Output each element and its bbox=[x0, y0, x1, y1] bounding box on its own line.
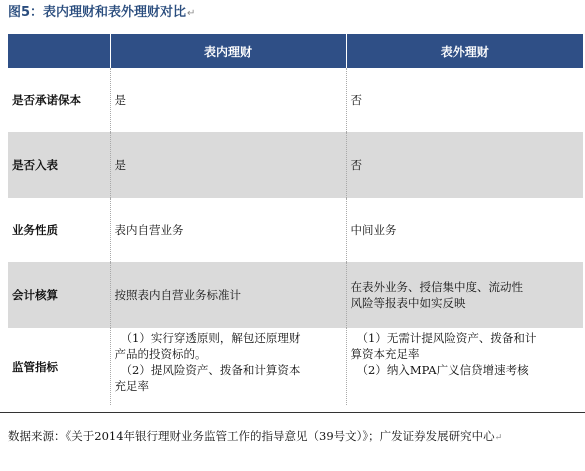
cell-text: 中间业务 bbox=[350, 223, 397, 237]
table-row bbox=[8, 198, 583, 262]
cell-outside bbox=[346, 328, 583, 405]
table-row bbox=[8, 68, 583, 132]
comparison-table bbox=[8, 34, 583, 405]
cell-text: 是 bbox=[114, 93, 126, 107]
row-label: 是否承诺保本 bbox=[8, 68, 110, 132]
cell-text: 否 bbox=[350, 93, 362, 107]
table-row bbox=[8, 262, 583, 328]
paragraph-mark-icon: ↵ bbox=[187, 8, 196, 19]
table-bottom-rule bbox=[0, 412, 585, 413]
cell-inside bbox=[110, 328, 346, 405]
header-outside-wm: 表外理财 bbox=[346, 34, 583, 68]
cell-outside bbox=[346, 68, 583, 132]
cell-text: 按照表内自营业务标准计 bbox=[114, 288, 241, 302]
cell-text: （1）无需计提风险资产、拨备和计 bbox=[356, 331, 537, 345]
table-row bbox=[8, 328, 583, 405]
row-label: 是否入表 bbox=[8, 132, 110, 198]
cell-outside bbox=[346, 262, 583, 328]
cell-text: （1）实行穿透原则，解包还原理财 bbox=[120, 331, 301, 345]
paragraph-mark-icon: ↵ bbox=[494, 433, 503, 443]
source-text: 数据来源：《关于2014年银行理财业务监管工作的指导意见（39号文）》；广发证券发展研究中心 bbox=[8, 429, 495, 443]
cell-text: （2）纳入MPA广义信贷增速考核 bbox=[356, 363, 529, 377]
source-note bbox=[8, 426, 580, 449]
cell-text: 产品的投资标的。 bbox=[114, 347, 207, 361]
cell-text: 否 bbox=[350, 158, 362, 172]
cell-text: （2）提风险资产、拨备和计算资本 bbox=[120, 363, 301, 377]
table-row bbox=[8, 132, 583, 198]
header-corner bbox=[8, 34, 110, 68]
cell-inside bbox=[110, 68, 346, 132]
cell-inside bbox=[110, 262, 346, 328]
row-label: 会计核算 bbox=[8, 262, 110, 328]
table-header-row bbox=[8, 34, 583, 68]
cell-inside bbox=[110, 198, 346, 262]
cell-text: 充足率 bbox=[114, 379, 149, 393]
cell-outside bbox=[346, 132, 583, 198]
cell-text: 表内自营业务 bbox=[114, 223, 184, 237]
cell-text: 风险等报表中如实反映 bbox=[350, 296, 466, 310]
cell-text: 在表外业务、授信集中度、流动性 bbox=[350, 280, 523, 294]
cell-text: 算资本充足率 bbox=[350, 347, 420, 361]
figure-title-text: 图5：表内理财和表外理财对比 bbox=[8, 5, 187, 20]
figure-title bbox=[8, 2, 195, 24]
row-label: 监管指标 bbox=[8, 328, 110, 405]
cell-text: 是 bbox=[114, 158, 126, 172]
cell-outside bbox=[346, 198, 583, 262]
row-label: 业务性质 bbox=[8, 198, 110, 262]
header-inside-wm: 表内理财 bbox=[110, 34, 346, 68]
cell-inside bbox=[110, 132, 346, 198]
